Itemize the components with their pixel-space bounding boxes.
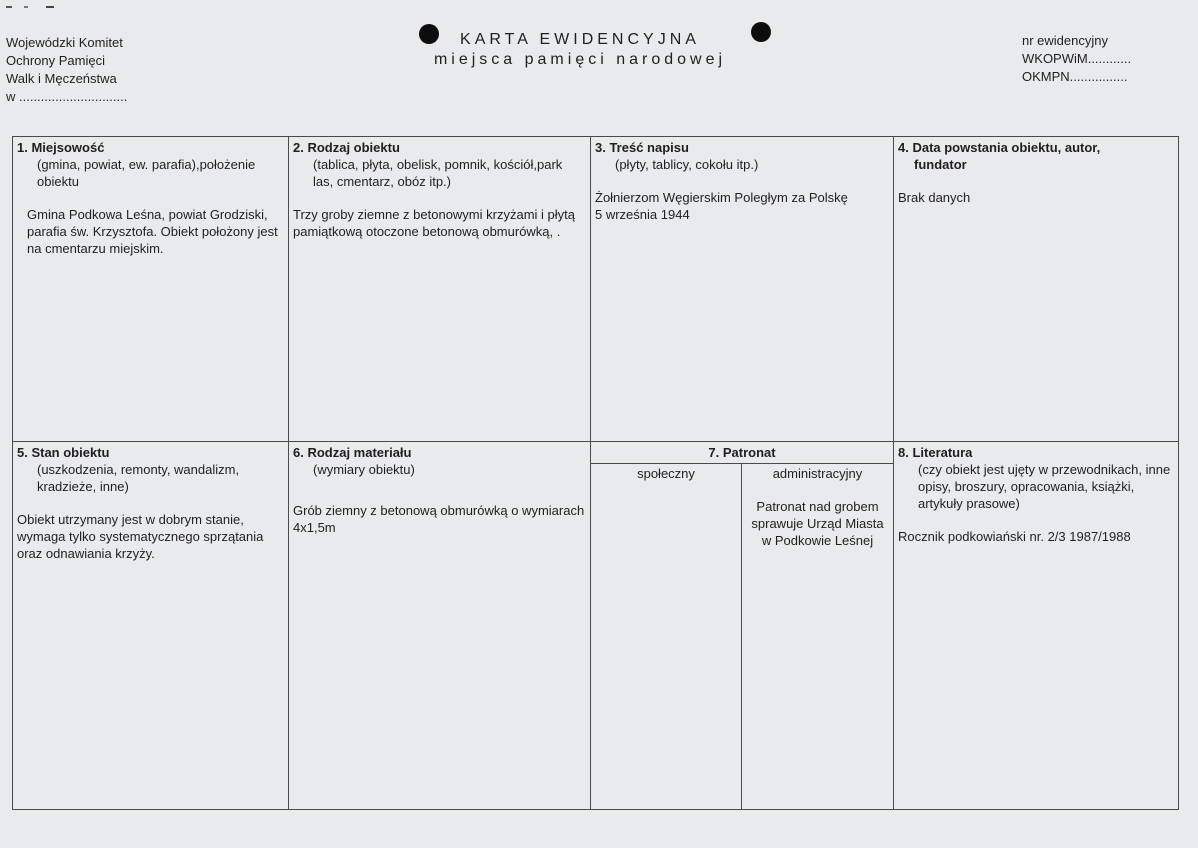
inscription-subtitle: (płyty, tablicy, cokołu itp.) <box>615 157 759 172</box>
creation-date-heading-2: fundator <box>914 157 967 172</box>
document-title: KARTA EWIDENCYJNA <box>460 31 700 48</box>
object-type-heading: 2. Rodzaj obiektu <box>293 140 400 155</box>
issuer-line-1: Wojewódzki Komitet <box>6 35 123 50</box>
creation-date-heading: 4. Data powstania obiektu, autor, <box>898 140 1101 155</box>
literature-subtitle: (czy obiekt jest ujęty w przewodnikach, inne opisy, broszury, opracowania, książki, artykuły prasowe) <box>918 462 1171 511</box>
issuer-line-2: Ochrony Pamięci <box>6 53 105 68</box>
patronat-heading: 7. Patronat <box>708 445 776 460</box>
material-heading: 6. Rodzaj materiału <box>293 445 412 460</box>
form-table <box>12 136 1179 810</box>
patronat-admin-body: Patronat nad grobem sprawuje Urząd Miasta w Podkowie Leśnej <box>751 499 884 548</box>
cell-literature <box>894 442 1178 547</box>
registry-number-label: nr ewidencyjny <box>1022 33 1108 48</box>
inscription-line-1: Żołnierzom Węgierskim Poległym za Polskę <box>595 190 848 205</box>
registry-wkopwim: WKOPWiM............ <box>1022 51 1132 66</box>
cell-material <box>289 442 590 538</box>
document-subtitle: miejsca pamięci narodowej <box>433 51 727 68</box>
inscription-heading: 3. Treść napisu <box>595 140 689 155</box>
inscription-line-2: 5 września 1944 <box>595 207 690 222</box>
literature-heading: 8. Literatura <box>898 445 973 460</box>
location-heading: 1. Miejsowość <box>17 140 105 155</box>
cell-location <box>13 137 288 259</box>
registry-okmpn: OKMPN................ <box>1022 69 1128 84</box>
issuer-line-3: Walk i Męczeństwa <box>6 71 117 86</box>
object-type-body: Trzy groby ziemne z betonowymi krzyżami i płytą pamiątkową otoczone betonową obmurówką, . <box>293 207 575 239</box>
patronat-admin-label: administracyjny <box>772 466 863 481</box>
location-subtitle: (gmina, powiat, ew. parafia),położenie obiektu <box>37 157 256 189</box>
object-type-subtitle: (tablica, płyta, obelisk, pomnik, kościół,park las, cmentarz, obóz itp.) <box>313 157 563 189</box>
issuer-block <box>6 34 127 106</box>
cell-patronat-social <box>591 463 741 484</box>
registry-number-block <box>1000 32 1190 86</box>
patronat-social-label: społeczny <box>637 466 695 481</box>
cell-creation-date <box>894 137 1178 208</box>
material-body: Grób ziemny z betonową obmurówką o wymiarach 4x1,5m <box>293 503 585 535</box>
literature-body: Rocznik podkowiański nr. 2/3 1987/1988 <box>898 529 1131 544</box>
creation-date-body: Brak danych <box>898 190 971 205</box>
cell-patronat-admin <box>742 463 893 551</box>
location-body: Gmina Podkowa Leśna, powiat Grodziski, parafia św. Krzysztofa. Obiekt położony jest na cmentarzu miejskim. <box>27 207 278 256</box>
document-title-block <box>380 30 780 70</box>
cell-inscription <box>591 137 893 225</box>
cell-condition <box>13 442 288 564</box>
condition-heading: 5. Stan obiektu <box>17 445 110 460</box>
inscription-body <box>595 189 889 223</box>
condition-subtitle: (uszkodzenia, remonty, wandalizm, kradzieże, inne) <box>37 462 240 494</box>
material-subtitle: (wymiary obiektu) <box>313 462 415 477</box>
cell-object-type <box>289 137 590 242</box>
issuer-line-4: w .............................. <box>6 89 128 104</box>
condition-body: Obiekt utrzymany jest w dobrym stanie, wymaga tylko systematycznego sprzątania oraz odnawiania krzyży. <box>17 512 264 561</box>
scan-artifact-mark <box>6 6 54 8</box>
